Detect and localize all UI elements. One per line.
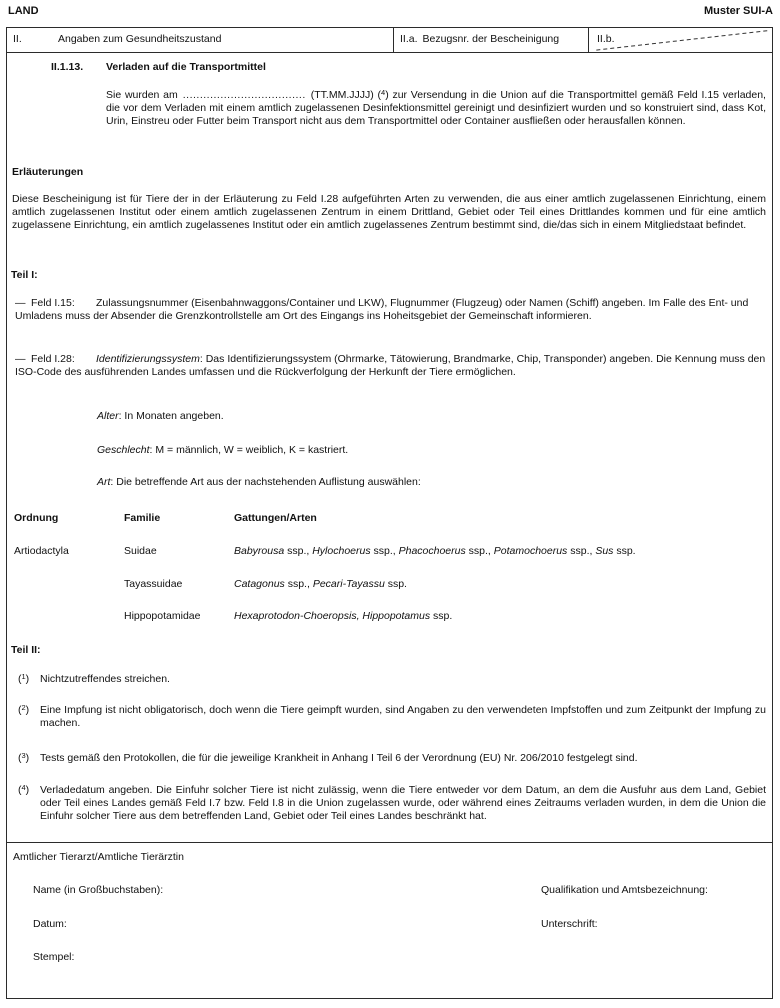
genera-cell: Hexaprotodon-Choeropsis, Hippopotamus ssp. [234,610,453,622]
family-cell: Suidae [124,545,157,557]
column-header-genera: Gattungen/Arten [234,512,317,524]
section-heading [51,61,266,74]
footnote-1 [18,673,766,686]
column-header-order: Ordnung [14,512,59,524]
dash-bullet: — [15,353,26,365]
date-signature-row [33,918,766,931]
date-label: Datum: [33,918,67,930]
footnote-2-marker: ($^2$) [18,702,30,716]
field-i28-note [15,353,766,379]
species-table-header [7,512,766,525]
name-label: Name (in Großbuchstaben): [33,884,164,896]
section-text-end: ) zur Versendung in die Union auf die Transportmittel gemäß Feld I.15 verladen, die vor dem Verladen mit einem amtlich zugelassenen Desinfektionsmittel gereinigt und desinfiziert wurden und so konstruiert sind, dass Kot, Urin, Einstreu oder Futter beim Transport nicht aus dem Transportmittel oder Container ausfließen oder herausfallen können. [106,89,766,127]
veterinarian-heading: Amtlicher Tierarzt/Amtliche Tierärztin [13,851,184,863]
certificate-body [6,27,773,999]
certificate-header-row [7,28,772,53]
species-text: : Die betreffende Art aus der nachstehenden Auflistung auswählen: [110,476,421,488]
field-iia-number: II.a. [400,33,418,45]
family-cell: Tayassuidae [124,578,183,590]
field-iib-number: II.b. [597,33,615,45]
species-table-row [7,578,766,591]
page-top-labels [8,5,773,18]
stamp-label: Stempel: [33,951,75,963]
field-i15-text: Zulassungsnummer (Eisenbahnwaggons/Container und LKW), Flugnummer (Flugzeug) oder Namen (Schiff) angeben. Im Falle des Ent- und Umladens muss der Absender die Grenzkontrollstelle am Ort des Eingangs ins Hoheitsgebiet der Gemeinschaft informieren. [15,297,749,322]
footnote-4-marker: ($^4$) [18,782,30,796]
family-cell: Hippopotamidae [124,610,201,622]
age-text: : In Monaten angeben. [118,410,224,422]
footnote-3-marker: ($^3$) [18,750,30,764]
diagonal-strike-line [589,28,772,52]
date-format-hint: (TT.MM.JJJJ) ( [310,89,382,101]
footnote-3 [18,752,766,765]
part-i-heading: Teil I: [11,269,38,281]
footnote-4-reference: 4 [381,87,386,97]
footnote-2-text: Eine Impfung ist nicht obligatorisch, doch wenn die Tiere geimpft wurden, sind Angaben zu den verwendeten Impfstoffen und zum Zeitpunkt der Impfung zu machen. [40,704,766,729]
sex-term: Geschlecht [97,444,150,456]
species-term: Art [97,476,111,488]
genera-cell: Catagonus ssp., Pecari-Tayassu ssp. [234,578,407,590]
age-term: Alter [97,410,119,422]
part-ii-heading: Teil II: [11,644,41,656]
column-header-family: Familie [124,512,161,524]
signature-label: Unterschrift: [541,918,598,930]
section-number: II.1.13. [51,61,84,73]
field-i28-text [15,353,765,378]
footnote-3-text: Tests gemäß den Protokollen, die für die jeweilige Krankheit in Anhang I Teil 6 der Verordnung (EU) Nr. 206/2010 festgelegt sind. [40,752,638,764]
species-table-row [7,610,766,623]
header-cell-local-reference [589,28,772,52]
header-cell-reference-number [393,28,589,52]
field-i28-text-rest: : Das Identifizierungssystem (Ohrmarke, Tätowierung, Brandmarke, Chip, Transponder) angeben. Die Kennung muss den ISO-Code des ausführenden Landes umfassen und die Rückverfolgung der Herkunft der Tiere ermöglichen. [15,353,766,378]
official-veterinarian-section [7,842,772,998]
footnote-2 [18,704,766,730]
field-i28-label: Feld I.28: [31,353,75,365]
field-i15-label: Feld I.15: [31,297,75,309]
footnote-4 [18,784,766,823]
age-note [97,410,224,423]
footnote-4-text: Verladedatum angeben. Die Einfuhr solcher Tiere ist nicht zulässig, wenn die Tiere entweder vor dem Datum, an dem die Ausfuhr aus dem Land, Gebiet oder Teil eines Landes gemäß Feld I.7 bzw. Feld I.8 in die Union zugelassen wurde, oder während eines Zeitraums verladen wurden, in dem die Union die Einfuhr solcher Tiere aus dem betreffenden Land, Gebiet oder Teil eines Landes beschränkt hat. [40,784,766,822]
stamp-row [33,951,766,964]
part-ii-number: II. [13,33,22,45]
footnote-1-text: Nichtzutreffendes streichen. [40,673,170,685]
dash-bullet: — [15,297,26,309]
species-note [97,476,421,489]
section-paragraph [106,89,766,128]
sex-note [97,444,348,457]
notes-intro-paragraph: Diese Bescheinigung ist für Tiere der in der Erläuterung zu Feld I.28 aufgeführten Arten zu verwenden, die aus einer amtlich zugelassenen Einrichtung, einem amtlich zugelassenen Institut oder einem amtlich zugelassenen Zentrum in einem Drittland, Gebiet oder Teil eines Drittlandes kommen und für eine amtlich zugelassene Einrichtung, ein amtlich zugelassenes Institut oder ein amtlich zugelassenes Zentrum bestimmt sind, die/das sich in einem Mitgliedstaat befindet. [12,193,766,231]
date-fill-line: .................................... [182,89,306,101]
part-ii-title: Angaben zum Gesundheitszustand [58,33,222,45]
section-text-start: Sie wurden am [106,89,178,101]
qualification-label: Qualifikation und Amtsbezeichnung: [541,884,708,896]
genera-cell: Babyrousa ssp., Hylochoerus ssp., Phacochoerus ssp., Potamochoerus ssp., Sus ssp. [234,545,636,557]
field-i15-note [15,297,766,323]
order-cell: Artiodactyla [14,545,69,557]
country-label: LAND [8,5,39,17]
sex-text: : M = männlich, W = weiblich, K = kastriert. [149,444,349,456]
field-iia-label: Bezugsnr. der Bescheinigung [422,33,560,45]
notes-heading: Erläuterungen [12,166,84,178]
model-label: Muster SUI-A [703,5,773,17]
section-title: Verladen auf die Transportmittel [106,61,266,73]
name-qualification-row [33,884,766,897]
species-table-row [7,545,766,558]
header-cell-part-ii [7,28,393,52]
field-i28-lead-term: Identifizierungssystem [96,353,200,365]
footnote-1-marker: ($^1$) [18,671,30,685]
